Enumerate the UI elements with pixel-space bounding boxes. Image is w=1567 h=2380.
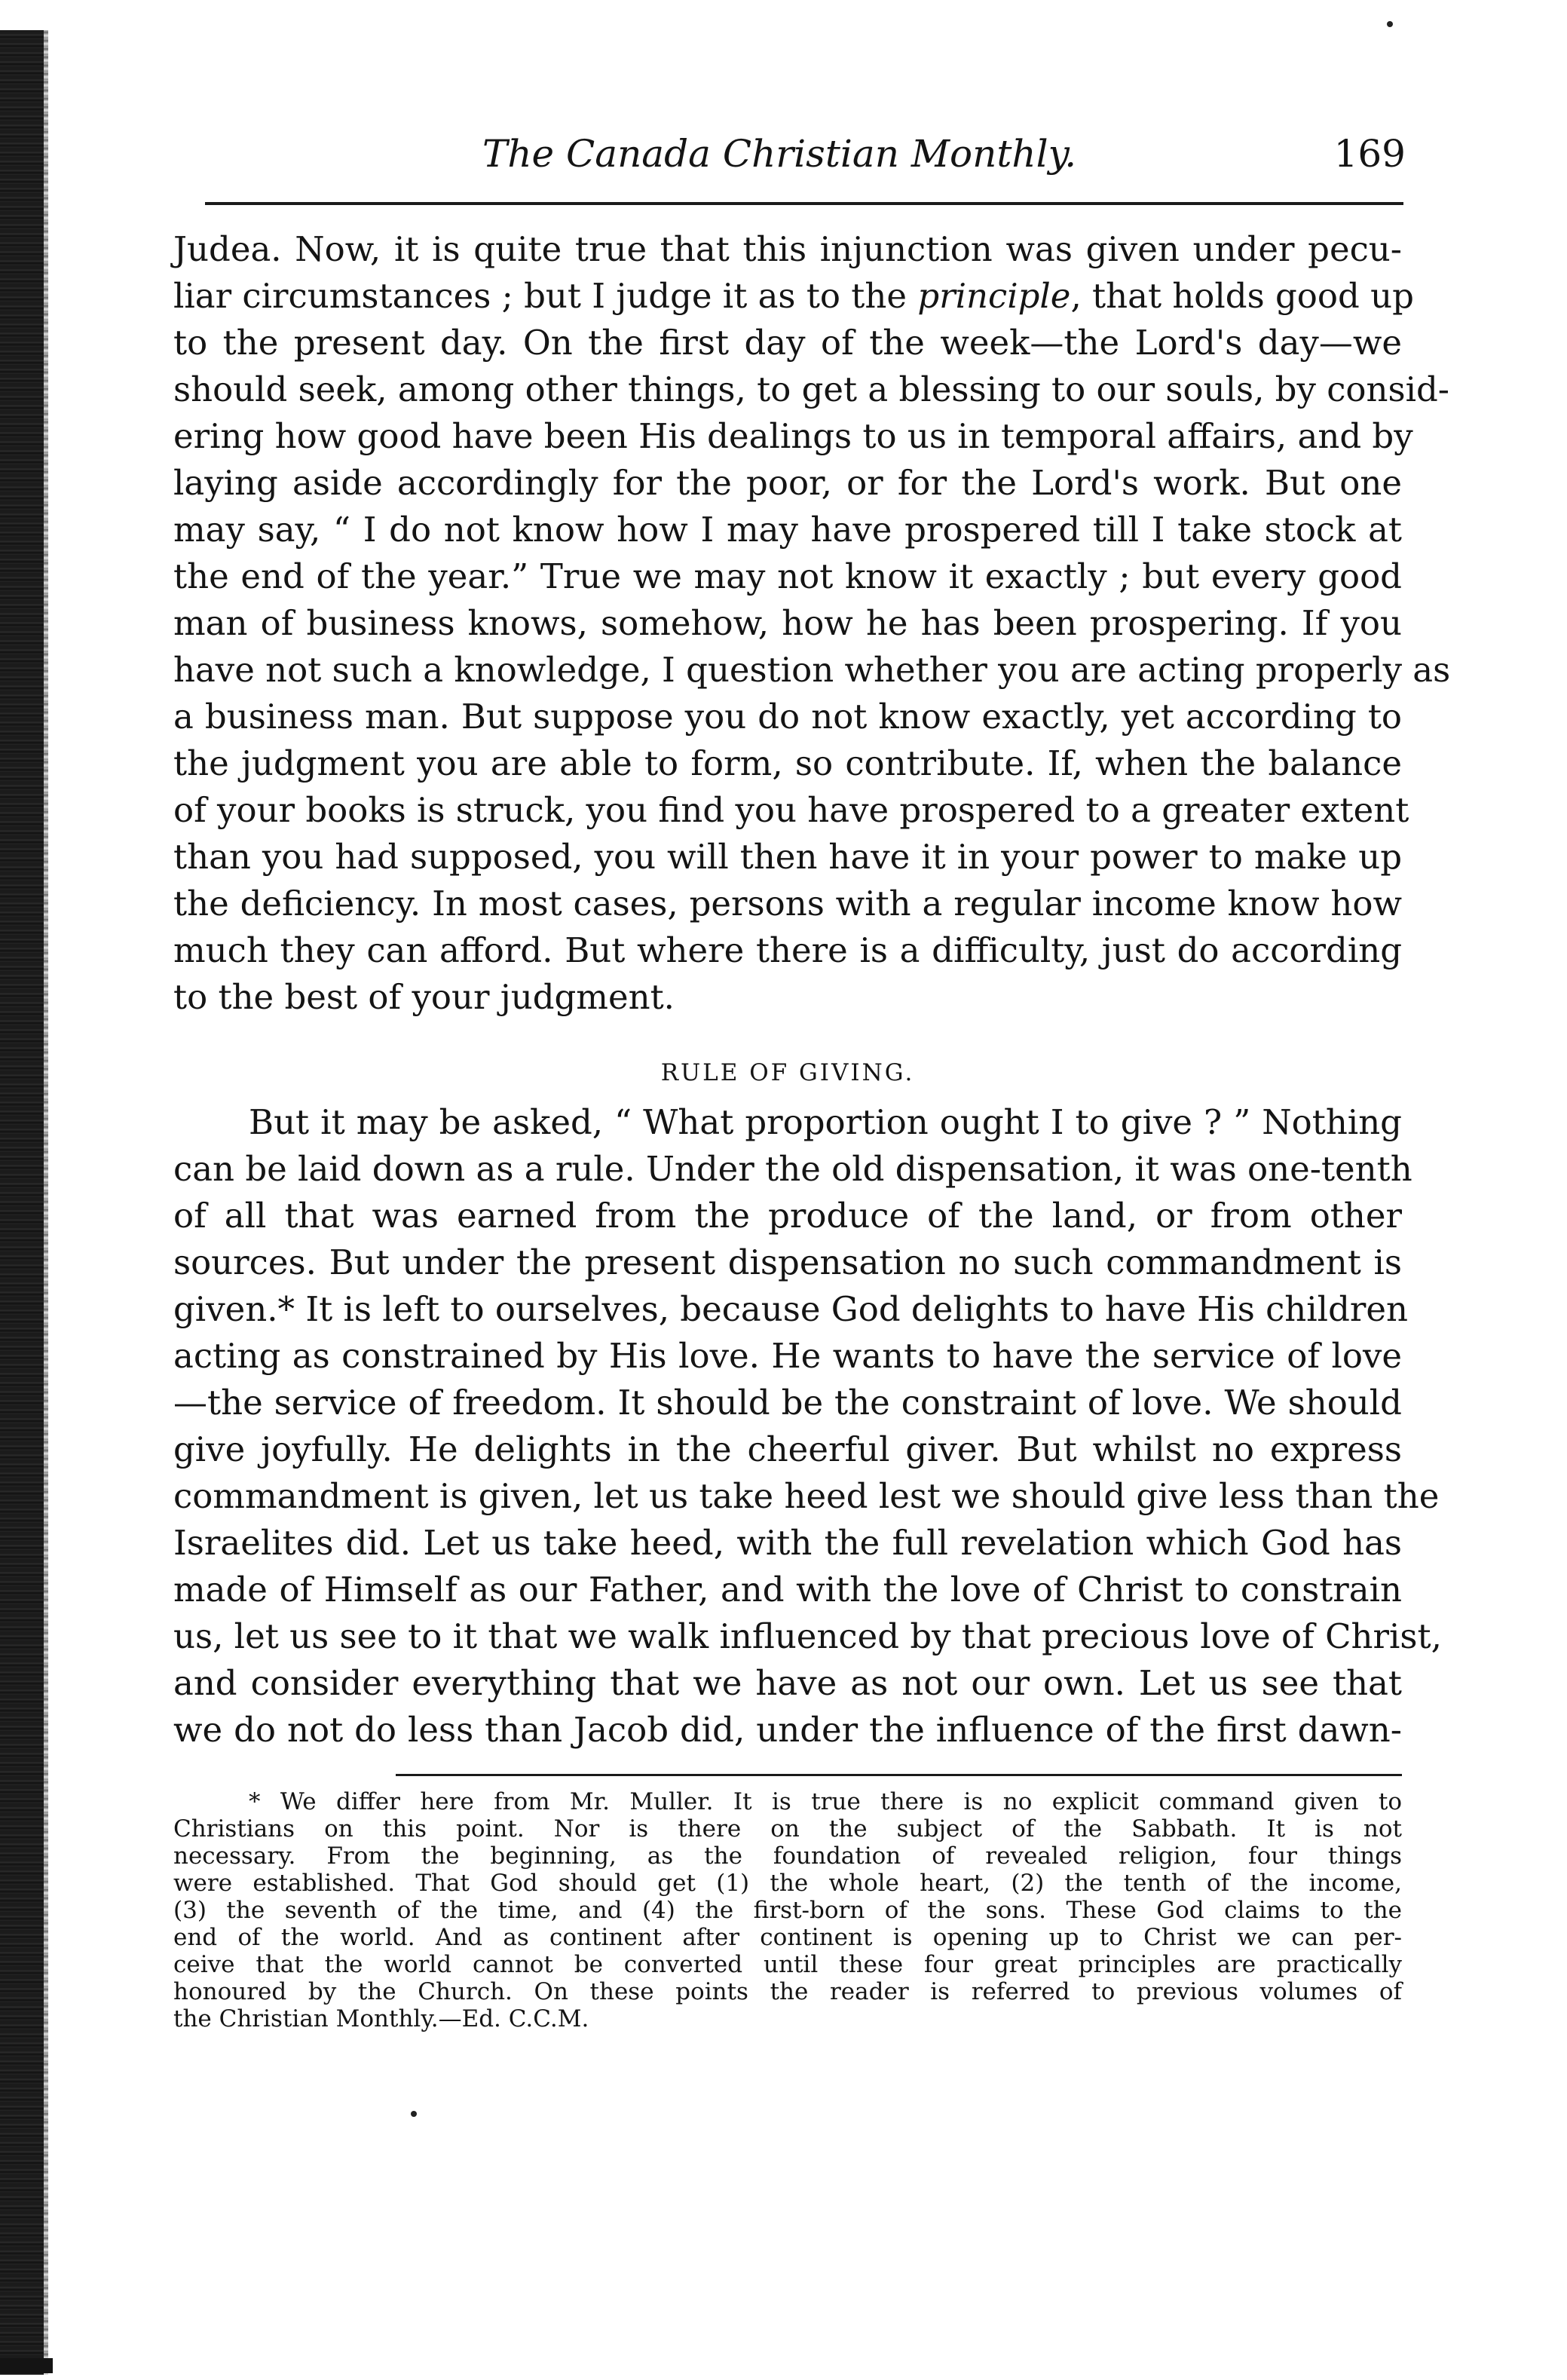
section-line: Israelites did. Let us take heed, with the full revelation which God has [173, 1523, 1402, 1563]
body-line: liar circumstances ; but I judge it as to the principle, that holds good up [173, 276, 1414, 316]
print-speck [1387, 21, 1393, 27]
body-line: Judea. Now, it is quite true that this injunction was given under pecu- [173, 229, 1402, 269]
footnote-line: ceive that the world cannot be converted until these four great principles are practically [173, 1951, 1402, 1978]
body-line: the judgment you are able to form, so contribute. If, when the balance [173, 743, 1402, 783]
section-line: give joyfully. He delights in the cheerful giver. But whilst no express [173, 1429, 1402, 1469]
body-line: much they can afford. But where there is a difficulty, just do according [173, 930, 1402, 970]
section-line: us, let us see to it that we walk influenced by that precious love of Christ, [173, 1616, 1442, 1656]
footnote-line: * We differ here from Mr. Muller. It is true there is no explicit command given to [249, 1788, 1402, 1815]
section-heading: RULE OF GIVING. [660, 1059, 915, 1086]
section-line: acting as constrained by His love. He wants to have the service of love [173, 1336, 1402, 1376]
footnote-line: the Christian Monthly.—Ed. C.C.M. [173, 2005, 589, 2032]
section-line: of all that was earned from the produce of the land, or from other [173, 1196, 1402, 1236]
body-line: ering how good have been His dealings to us in temporal affairs, and by [173, 416, 1413, 456]
section-paragraph [173, 1099, 1442, 1754]
footnote-rule [396, 1774, 1402, 1776]
body-line: a business man. But suppose you do not know exactly, yet according to [173, 697, 1402, 737]
body-line: laying aside accordingly for the poor, or for the Lord's work. But one [173, 463, 1402, 503]
body-line: the deficiency. In most cases, persons with a regular income know how [173, 884, 1402, 924]
body-line: should seek, among other things, to get a blessing to our souls, by consid- [173, 369, 1449, 409]
footnote [173, 1788, 1402, 2032]
footnote-line: end of the world. And as continent after continent is opening up to Christ we can per- [173, 1924, 1402, 1951]
section-line: and consider everything that we have as not our own. Let us see that [173, 1663, 1402, 1703]
section-line: can be laid down as a rule. Under the old dispensation, it was one-tenth [173, 1149, 1412, 1189]
page-binding-edge [0, 0, 53, 2380]
body-line: of your books is struck, you find you have prospered to a greater extent [173, 790, 1409, 830]
section-line: given.* It is left to ourselves, because God delights to have His children [173, 1289, 1408, 1329]
section-line: made of Himself as our Father, and with the love of Christ to constrain [173, 1570, 1402, 1610]
footnote-line: (3) the seventh of the time, and (4) the first-born of the sons. These God claims to the [173, 1897, 1402, 1924]
header-rule [205, 202, 1403, 205]
print-speck [411, 2111, 417, 2117]
body-line: to the present day. On the first day of the week—the Lord's day—we [173, 323, 1402, 363]
body-paragraph [173, 226, 1451, 1021]
body-line: may say, “ I do not know how I may have prospered till I take stock at [173, 510, 1402, 550]
section-line: —the service of freedom. It should be the constraint of love. We should [173, 1383, 1402, 1423]
page-number: 169 [1333, 132, 1406, 176]
body-line: than you had supposed, you will then have it in your power to make up [173, 837, 1402, 877]
section-line: sources. But under the present dispensation no such commandment is [173, 1242, 1402, 1282]
section-line: But it may be asked, “ What proportion ought I to give ? ” Nothing [249, 1102, 1402, 1142]
body-line: to the best of your judgment. [173, 977, 675, 1017]
footnote-line: Christians on this point. Nor is there on the subject of the Sabbath. It is not [173, 1815, 1402, 1842]
emphasis-principle: principle [917, 276, 1071, 316]
section-line: commandment is given, let us take heed lest we should give less than the [173, 1476, 1440, 1516]
running-header [181, 124, 1406, 200]
body-line: the end of the year.” True we may not know it exactly ; but every good [173, 556, 1402, 596]
footnote-line: were established. That God should get (1) the whole heart, (2) the tenth of the income, [173, 1870, 1402, 1897]
footnote-line: honoured by the Church. On these points the reader is referred to previous volumes of [173, 1978, 1402, 2005]
footnote-line: necessary. From the beginning, as the foundation of revealed religion, four things [173, 1842, 1402, 1870]
body-line: man of business knows, somehow, how he has been prospering. If you [173, 603, 1402, 643]
body-line: have not such a knowledge, I question whether you are acting properly as [173, 650, 1451, 690]
section-line: we do not do less than Jacob did, under the influence of the first dawn- [173, 1710, 1402, 1750]
running-title: The Canada Christian Monthly. [482, 132, 1077, 176]
